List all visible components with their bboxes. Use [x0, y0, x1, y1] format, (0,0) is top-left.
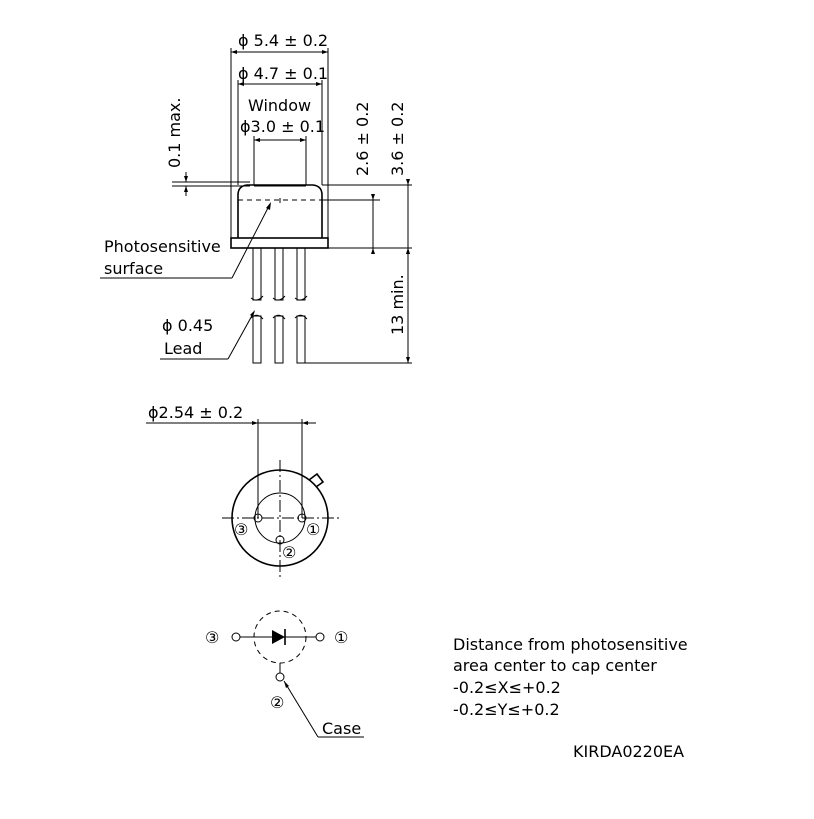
dim-height-1: 2.6 ± 0.2	[353, 101, 372, 176]
schematic-pin-1	[316, 633, 324, 641]
schematic	[205, 611, 364, 738]
flange	[231, 238, 328, 248]
side-view	[100, 31, 412, 363]
dim-cap-inner: ϕ 4.7 ± 0.1	[238, 64, 329, 83]
dim-cap-outer: ϕ 5.4 ± 0.2	[238, 31, 329, 50]
lead-center	[275, 248, 283, 300]
diode-icon	[272, 630, 285, 644]
lead-left	[253, 248, 261, 300]
dim-max: 0.1 max.	[165, 97, 184, 168]
drawing-id: KIRDA0220EA	[573, 742, 685, 761]
lead-right	[297, 248, 305, 300]
schematic-pin-3	[232, 633, 240, 641]
note-line-3: -0.2≤X≤+0.2	[453, 678, 561, 697]
note-line-2: area center to cap center	[453, 656, 657, 675]
lead-label: Lead	[164, 339, 203, 358]
bottom-pin-3-label: ③	[234, 520, 249, 539]
schematic-pin-1-label: ①	[334, 628, 349, 647]
lead-dim: ϕ 0.45	[162, 316, 214, 335]
bottom-view	[146, 403, 340, 578]
cap-body	[238, 185, 322, 238]
schematic-pin-3-label: ③	[205, 628, 220, 647]
bottom-pin-1-label: ①	[306, 520, 321, 539]
notes	[453, 635, 688, 761]
photosensitive-label-2: surface	[104, 259, 164, 278]
bottom-pin-2-label: ②	[282, 543, 297, 562]
case-label: Case	[322, 719, 362, 738]
note-line-4: -0.2≤Y≤+0.2	[453, 700, 560, 719]
lead-length: 13 min.	[388, 274, 407, 335]
pin-spacing-dim: ϕ2.54 ± 0.2	[148, 403, 244, 422]
dim-window: ϕ3.0 ± 0.1	[240, 117, 326, 136]
schematic-pin-2	[276, 673, 284, 681]
dim-height-2: 3.6 ± 0.2	[388, 101, 407, 176]
window-label: Window	[248, 96, 312, 115]
schematic-pin-2-label: ②	[270, 693, 285, 712]
photosensitive-label-1: Photosensitive	[104, 237, 221, 256]
note-line-1: Distance from photosensitive	[453, 635, 688, 654]
